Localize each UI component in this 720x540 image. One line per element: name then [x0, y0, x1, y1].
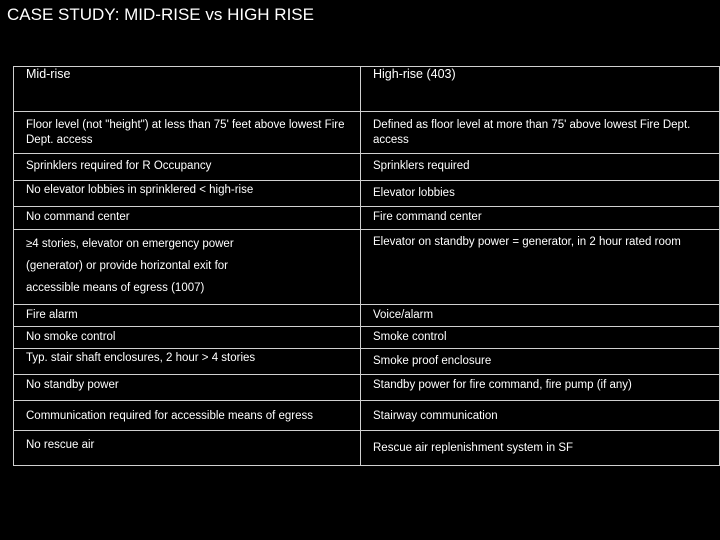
high-rise-cell: Voice/alarm: [361, 305, 720, 327]
high-rise-cell: Fire command center: [361, 207, 720, 230]
table-row: [14, 181, 720, 207]
high-rise-cell: Elevator lobbies: [361, 181, 720, 207]
mid-rise-cell: Floor level (not "height") at less than 75' feet above lowest Fire Dept. access: [14, 112, 361, 154]
mid-rise-cell: Fire alarm: [14, 305, 361, 327]
mid-rise-line: accessible means of egress (1007): [26, 282, 205, 294]
high-rise-cell: Stairway communication: [361, 401, 720, 431]
mid-rise-cell: No command center: [14, 207, 361, 230]
high-rise-cell: Smoke control: [361, 327, 720, 349]
table-row: [14, 305, 720, 327]
mid-rise-cell: Typ. stair shaft enclosures, 2 hour > 4 stories: [14, 349, 361, 375]
comparison-table: [13, 66, 720, 466]
mid-rise-cell: No rescue air: [14, 431, 361, 466]
header-high-rise: High-rise (403): [361, 67, 720, 112]
high-rise-cell: Standby power for fire command, fire pump (if any): [361, 375, 720, 401]
high-rise-cell: Sprinklers required: [361, 154, 720, 181]
high-rise-cell: Defined as floor level at more than 75' above lowest Fire Dept. access: [361, 112, 720, 154]
table-row: [14, 375, 720, 401]
high-rise-cell: Smoke proof enclosure: [361, 349, 720, 375]
high-rise-cell: Rescue air replenishment system in SF: [361, 431, 720, 466]
table-row: [14, 207, 720, 230]
table-row: [14, 349, 720, 375]
mid-rise-cell: Sprinklers required for R Occupancy: [14, 154, 361, 181]
table-row: [14, 327, 720, 349]
table-row: [14, 401, 720, 431]
table-row: [14, 112, 720, 154]
mid-rise-cell: No smoke control: [14, 327, 361, 349]
page-title: CASE STUDY: MID-RISE vs HIGH RISE: [7, 5, 314, 24]
mid-rise-line: (generator) or provide horizontal exit for: [26, 260, 228, 272]
mid-rise-cell: No elevator lobbies in sprinklered < high-rise: [14, 181, 361, 207]
table-row: [14, 154, 720, 181]
header-mid-rise: Mid-rise: [14, 67, 361, 112]
high-rise-cell: Elevator on standby power = generator, in 2 hour rated room: [361, 230, 720, 305]
mid-rise-cell: No standby power: [14, 375, 361, 401]
mid-rise-line: ≥4 stories, elevator on emergency power: [26, 238, 234, 250]
table-row: [14, 431, 720, 466]
table-header-row: [14, 67, 720, 112]
mid-rise-cell: Communication required for accessible means of egress: [14, 401, 361, 431]
mid-rise-cell: [14, 230, 361, 305]
table-row: [14, 230, 720, 305]
